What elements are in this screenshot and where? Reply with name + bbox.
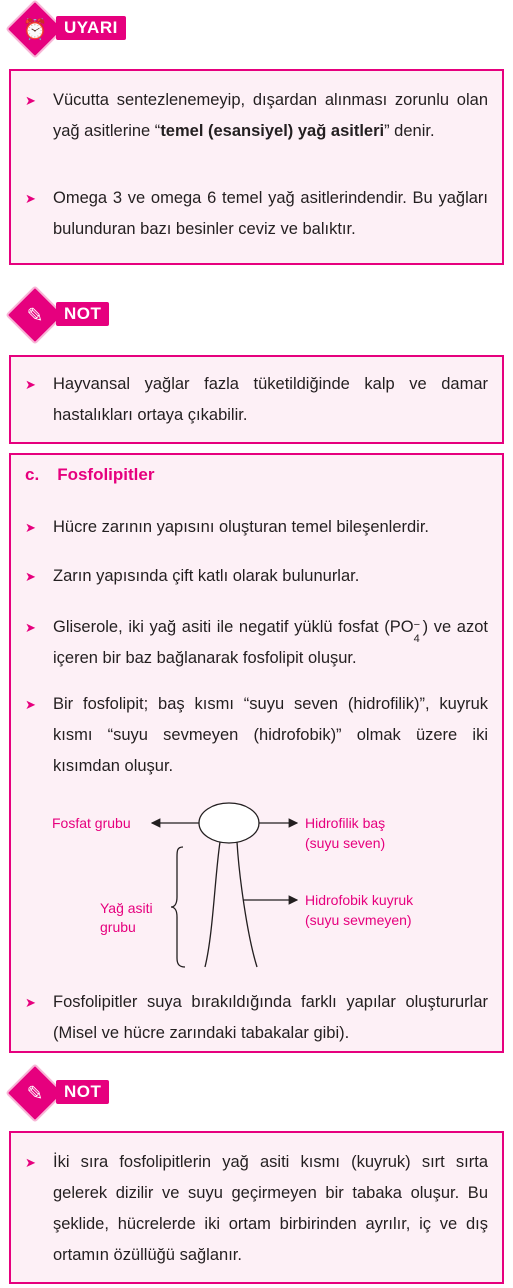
label-fosfat: Fosfat grubu bbox=[52, 815, 131, 831]
item-text: Bir fosfolipit; baş kısmı “suyu seven (hidrofilik)”, kuyruk kısmı “suyu sevmeyen (hidrofobik)” olmak üzere iki kısımdan oluşur. bbox=[53, 695, 488, 775]
arrow-bullet-icon: ➤ bbox=[25, 377, 36, 392]
not-box bbox=[9, 1131, 504, 1284]
formula-sup: − bbox=[413, 619, 421, 631]
formula-sub: 4 bbox=[413, 633, 420, 645]
arrow-bullet-icon: ➤ bbox=[25, 191, 36, 206]
not-label: NOT bbox=[56, 1080, 109, 1104]
phosphate-head bbox=[199, 803, 259, 843]
label-tail-1: Hidrofobik kuyruk bbox=[305, 892, 414, 908]
tail-right bbox=[237, 842, 257, 967]
item-text-bold: temel (esansiyel) yağ asitleri bbox=[160, 122, 385, 140]
arrow-bullet-icon: ➤ bbox=[25, 1155, 36, 1170]
item-text: Hücre zarının yapısını oluşturan temel bileşenlerdir. bbox=[53, 518, 430, 536]
list-item bbox=[25, 183, 488, 245]
label-tail-2: (suyu sevmeyen) bbox=[305, 912, 412, 928]
list-item bbox=[25, 85, 488, 147]
item-text: Gliserole, iki yağ asiti ile negatif yüklü fosfat bbox=[53, 618, 379, 636]
clock-icon: ⏰ bbox=[22, 18, 48, 41]
tail-left bbox=[205, 842, 220, 967]
pencil-icon: ✎ bbox=[26, 304, 44, 327]
item-text: Zarın yapısında çift katlı olarak bulunurlar. bbox=[53, 567, 360, 585]
list-item bbox=[25, 987, 488, 1049]
item-text-cont: ve azot içeren bir baz bağlanarak fosfolipit oluşur. bbox=[53, 618, 488, 667]
item-text: Omega 3 ve omega 6 temel yağ asitlerindendir. Bu yağları bulunduran bazı besinler ceviz ve balıktır. bbox=[53, 189, 488, 238]
formula-close: ) bbox=[422, 618, 429, 636]
list-item bbox=[25, 1147, 488, 1271]
item-text: Hayvansal yağlar fazla tüketildiğinde kalp ve damar hastalıkları ortaya çıkabilir. bbox=[53, 375, 488, 424]
not-box bbox=[9, 355, 504, 444]
formula-base: (PO bbox=[384, 618, 414, 636]
not-badge bbox=[6, 1066, 146, 1122]
pencil-icon: ✎ bbox=[26, 1082, 44, 1105]
arrow-bullet-icon: ➤ bbox=[25, 93, 36, 108]
phospholipid-diagram bbox=[11, 455, 502, 1055]
arrow-bullet-icon: ➤ bbox=[25, 697, 36, 712]
arrow-bullet-icon: ➤ bbox=[25, 995, 36, 1010]
arrow-bullet-icon: ➤ bbox=[25, 569, 36, 584]
brace bbox=[171, 847, 185, 967]
arrow-bullet-icon: ➤ bbox=[25, 520, 36, 535]
item-text-post: ” denir. bbox=[384, 122, 435, 140]
section-letter: c. bbox=[25, 465, 40, 484]
list-item bbox=[25, 369, 488, 431]
label-yag-1: Yağ asiti bbox=[100, 900, 153, 916]
arrow-bullet-icon: ➤ bbox=[25, 620, 36, 635]
label-yag-2: grubu bbox=[100, 919, 136, 935]
uyari-box bbox=[9, 69, 504, 265]
not-label: NOT bbox=[56, 302, 109, 326]
not-badge bbox=[6, 288, 146, 344]
item-text: İki sıra fosfolipitlerin yağ asiti kısmı (kuyruk) sırt sırta gelerek dizilir ve suyu geçirmeyen bir tabaka oluşur. Bu şeklide, hücrelerde iki ortam birbirinden ayrılır, iç ve dış ortamın özüllüğü sağlanır. bbox=[53, 1153, 488, 1264]
item-text: Fosfolipitler suya bırakıldığında farklı yapılar oluştururlar (Misel ve hücre zarındaki tabakalar gibi). bbox=[53, 993, 488, 1042]
label-head-2: (suyu seven) bbox=[305, 835, 386, 851]
fosfolipit-box bbox=[9, 453, 504, 1053]
item-text-pre: Vücutta sentezlenemeyip, dışardan alınması zorunlu olan yağ asitlerine “ bbox=[53, 91, 488, 140]
uyari-badge bbox=[6, 2, 146, 58]
uyari-label: UYARI bbox=[56, 16, 126, 40]
section-title: Fosfolipitler bbox=[57, 465, 155, 484]
label-head-1: Hidrofilik baş bbox=[305, 815, 386, 831]
